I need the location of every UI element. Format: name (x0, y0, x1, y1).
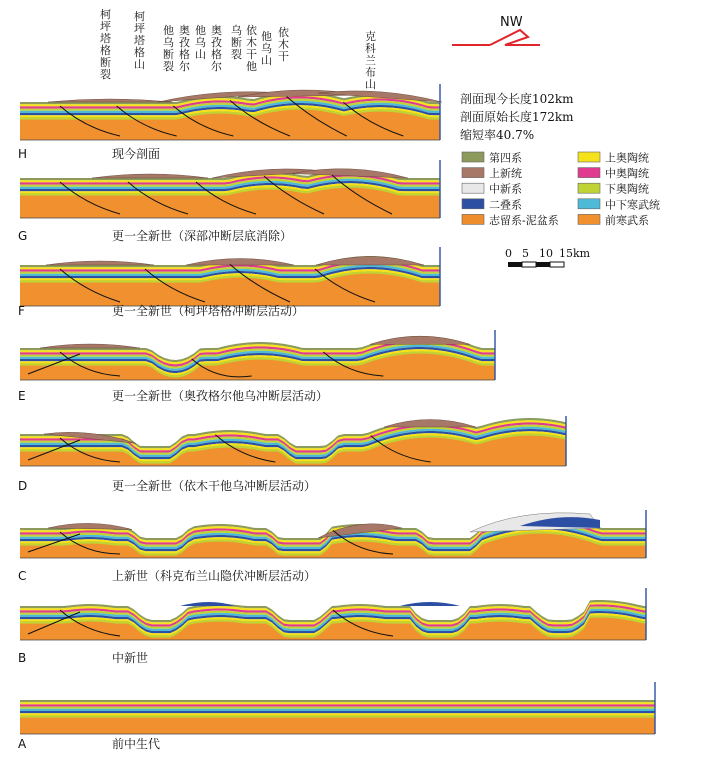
legend-label: 志留系-泥盆系 (489, 213, 559, 227)
legend-swatch (578, 168, 600, 178)
section-panels (18, 84, 655, 751)
panel-caption: 上新世（科克布兰山隐伏冲断层活动） (112, 569, 317, 583)
legend-label: 上新统 (489, 167, 522, 181)
top-label: 柯坪塔格山 (134, 10, 145, 71)
legend-swatch (462, 152, 484, 162)
panel-caption: 中新世 (112, 651, 149, 665)
legend-swatch (462, 214, 484, 224)
panel-caption: 更一全新世（依木干他乌冲断层活动） (112, 479, 317, 493)
section-panel-g (18, 160, 440, 243)
panel-letter: A (18, 737, 27, 751)
panel-letter: B (18, 651, 27, 665)
top-label: 柯坪塔格断裂 (100, 8, 111, 81)
top-label: 他乌断裂 (163, 24, 174, 73)
pliocene-unit (92, 174, 208, 178)
permian-unit (400, 602, 460, 606)
top-labels (100, 7, 376, 91)
strata-band (20, 713, 655, 715)
legend-item (462, 182, 522, 196)
legend-swatch (462, 183, 484, 193)
pliocene-unit (40, 344, 140, 348)
legend-label: 上奥陶统 (605, 151, 649, 165)
strata-band (20, 709, 655, 711)
legend-swatch (578, 199, 600, 209)
legend-item (578, 166, 649, 180)
top-label: 奥孜格尔 (211, 24, 222, 73)
legend-label: 下奥陶统 (605, 182, 649, 196)
legend (462, 151, 660, 227)
strata-band (20, 715, 655, 717)
panel-caption: 更一全新世（深部冲断层底消除） (112, 229, 293, 243)
legend-item (462, 213, 559, 227)
legend-swatch (462, 168, 484, 178)
scale-tick-0: 0 (505, 247, 512, 260)
scale-bar (505, 247, 591, 267)
pliocene-unit (46, 261, 154, 265)
stat-shortening: 缩短率40.7% (460, 128, 535, 142)
legend-swatch (578, 183, 600, 193)
panel-letter: E (18, 389, 26, 403)
pliocene-unit (186, 259, 294, 266)
legend-item (578, 213, 649, 227)
panel-letter: G (18, 229, 28, 243)
legend-item (578, 151, 649, 165)
strata-band (20, 704, 655, 706)
pliocene-unit (370, 336, 470, 344)
strata-band (20, 711, 655, 713)
panel-letter: F (18, 304, 25, 318)
strata-band (20, 707, 655, 709)
section-panel-d (18, 416, 566, 493)
legend-label: 中下寒武统 (605, 198, 660, 212)
top-label: 乌断裂 (231, 24, 242, 61)
strata-band (20, 702, 655, 704)
legend-item (462, 197, 522, 211)
section-panel-h (18, 84, 442, 161)
north-arrow-label: NW (500, 15, 523, 30)
legend-item (462, 151, 522, 165)
strata-band (20, 700, 655, 702)
panel-caption: 更一全新世（柯坪塔格冲断层活动） (112, 304, 305, 318)
stat-present-length: 剖面现今长度102km (460, 92, 574, 106)
scale-tick-15km: 15km (559, 247, 591, 260)
section-panel-c (18, 510, 646, 583)
legend-item (578, 197, 660, 211)
top-label: 他乌山 (195, 24, 206, 61)
top-label: 克科兰布山 (365, 30, 376, 91)
pliocene-unit (316, 257, 424, 266)
north-arrow (452, 15, 540, 45)
permian-unit (180, 602, 235, 606)
legend-label: 前寒武系 (605, 213, 649, 227)
legend-swatch (462, 199, 484, 209)
legend-swatch (578, 214, 600, 224)
pliocene-unit (48, 99, 172, 102)
panel-caption: 现今剖面 (112, 147, 161, 161)
stats-block (460, 91, 574, 142)
top-label: 依木干他 (246, 24, 257, 73)
section-panel-e (18, 330, 495, 403)
pliocene-unit (384, 419, 476, 426)
legend-swatch (578, 152, 600, 162)
panel-letter: H (18, 147, 28, 161)
top-label: 依木干 (278, 26, 289, 63)
top-label: 奥孜格尔 (179, 24, 190, 73)
section-panel-f (18, 247, 440, 318)
panel-caption: 更一全新世（奥孜格尔他乌冲断层活动） (112, 389, 329, 403)
legend-label: 中奥陶统 (605, 167, 649, 181)
section-panel-a (18, 682, 655, 751)
section-panel-b (18, 588, 646, 665)
panel-caption: 前中生代 (112, 737, 161, 751)
legend-label: 二叠系 (489, 198, 522, 212)
legend-label: 中新系 (489, 182, 522, 196)
top-label: 他乌山 (261, 30, 272, 67)
legend-item (578, 182, 649, 196)
panel-letter: C (18, 569, 27, 583)
legend-label: 第四系 (489, 151, 522, 165)
scale-tick-10: 10 (539, 247, 553, 260)
scale-tick-5: 5 (522, 247, 529, 260)
legend-item (462, 166, 522, 180)
stat-original-length: 剖面原始长度172km (460, 110, 574, 124)
panel-letter: D (18, 479, 28, 493)
